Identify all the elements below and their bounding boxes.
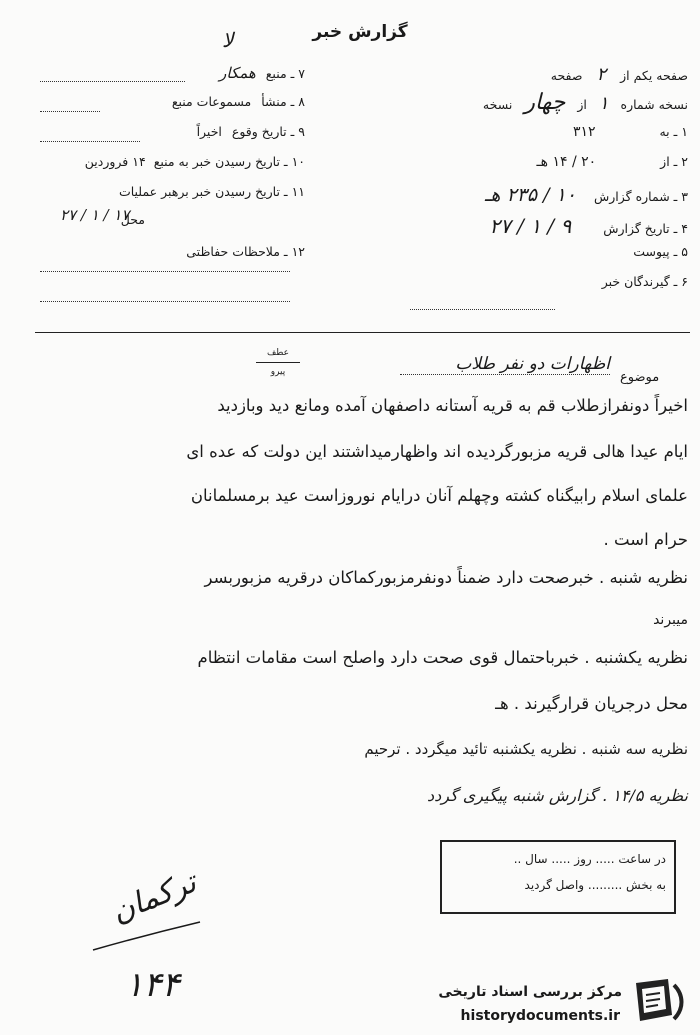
archive-logo-icon: [628, 975, 686, 1027]
body-line: محل درجریان قرارگیرند . هـ: [495, 694, 688, 713]
field-place: محل: [120, 212, 145, 227]
field-copy: [388, 90, 688, 115]
field-report-date: [388, 214, 688, 238]
field-event-date-label: ۹ ـ تاریخ وقوع: [231, 124, 305, 139]
origin-dotted-line: [40, 110, 100, 112]
field-from-value: ۲۰ / ۱۴ هـ: [536, 154, 597, 170]
field-recipients: ۶ ـ گیرندگان خبر: [601, 274, 688, 289]
filing-reference-bottom: پیرو: [270, 367, 286, 377]
field-attachment: ۵ ـ پیوست: [633, 244, 688, 259]
field-report-date-value: ۹ / ۱ / ۲۷: [489, 214, 572, 238]
subject-value: اظهارات دو نفر طلاب: [400, 354, 610, 375]
filing-reference-top: عطف: [266, 348, 290, 358]
field-origin-label: ۸ ـ منشأ: [261, 94, 305, 109]
field-from-label: ۲ ـ از: [660, 154, 688, 169]
body-line: حرام است .: [603, 530, 688, 549]
event-date-dotted-line: [40, 140, 140, 142]
watermark-url: historydocuments.ir: [460, 1008, 620, 1024]
header-separator: [35, 332, 690, 333]
body-line: علمای اسلام رابیگناه کشته وچهلم آنان درایام نوروزاست عید برمسلمانان: [190, 486, 688, 505]
field-copy-value2: چهار: [524, 90, 566, 115]
field-event-date: [15, 124, 305, 139]
field-received-by-chief: ۱۱ ـ تاریخ رسیدن خبر برهبر عملیات: [118, 184, 305, 199]
report-title: گزارش خبر: [312, 22, 408, 42]
field-security-notes: ۱۲ ـ ملاحظات حفاظتی: [186, 244, 305, 259]
field-copy-middle: از: [577, 97, 587, 112]
field-report-number: [388, 184, 688, 206]
field-report-number-label: ۳ ـ شماره گزارش: [593, 189, 688, 204]
signature-mark: ترکمان: [106, 864, 202, 931]
watermark-title: مرکز بررسی اسناد تاریخی: [438, 984, 622, 1000]
filing-reference-rule: [256, 362, 300, 363]
security-notes-dotted-line-2: [40, 300, 290, 302]
field-to: [388, 124, 688, 140]
filing-reference: [256, 348, 300, 377]
field-page-value: ۲: [596, 64, 607, 85]
body-line: اخیراً دونفرازطلاب قم به قریه آستانه داصفهان آمده ومانع دید وبازدید: [217, 396, 688, 415]
field-page-suffix: صفحه: [550, 68, 583, 83]
field-page: [388, 64, 688, 85]
signature-number: ۱۴۴: [125, 965, 180, 1005]
received-stamp-line-1: در ساعت ..... روز ..... سال ..: [513, 852, 666, 866]
recipients-dotted-line: [410, 308, 555, 310]
source-dotted-line: [40, 80, 185, 82]
field-to-label: ۱ ـ به: [659, 124, 688, 139]
field-received-by-source-label: ۱۰ ـ تاریخ رسیدن خبر به منبع: [153, 154, 305, 169]
field-copy-value: ۱: [598, 93, 609, 114]
field-copy-suffix: نسخه: [482, 97, 513, 112]
field-report-number-value: ۱۰ / ۲۳۵ هـ: [484, 184, 576, 206]
body-line: نظریه شنبه . خبرصحت دارد ضمناً دونفرمزبورکماکان درقریه مزبوربسر: [204, 568, 688, 587]
field-source-label: ۷ ـ منبع: [265, 66, 305, 81]
field-received-by-source-value: ۱۴ فروردین: [84, 154, 146, 169]
body-line: نظریه ۱۴/۵ . گزارش شنبه پیگیری گردد: [427, 786, 688, 805]
field-copy-label: نسخه شماره: [620, 97, 688, 112]
field-received-by-source: [5, 154, 305, 169]
body-line: نظریه یکشنبه . خبرباحتمال قوی صحت دارد واصلح است مقامات انتظام: [197, 648, 688, 667]
body-line: میبرند: [653, 612, 688, 628]
received-stamp: [440, 840, 676, 914]
field-report-date-label: ۴ ـ تاریخ گزارش: [603, 221, 688, 236]
body-line: ایام عیدا هالی قریه مزبورگردیده اند واظهارمیداشتند این دولت که عده ای: [186, 442, 688, 461]
field-source-value: همکار: [219, 64, 256, 82]
field-from: [388, 154, 688, 170]
signature-stroke: [88, 888, 208, 958]
field-to-value: ۳۱۲: [572, 124, 596, 140]
field-event-date-value: اخیراً: [196, 124, 222, 139]
body-line: نظریه سه شنبه . نظریه یکشنبه تائید میگردد . ترحیم: [364, 740, 688, 758]
title-handwritten-mark: لا: [222, 28, 234, 52]
field-origin: [15, 94, 305, 109]
field-page-label: صفحه یکم از: [620, 68, 688, 83]
security-notes-dotted-line-1: [40, 270, 290, 272]
subject-label: موضوع: [620, 370, 660, 385]
received-stamp-line-2: به بخش ......... واصل گردید: [524, 878, 666, 892]
field-origin-value: مسموعات منبع: [171, 94, 252, 109]
field-received-by-chief-value: ۲۷ / ۱ / ۱۷: [60, 206, 130, 224]
